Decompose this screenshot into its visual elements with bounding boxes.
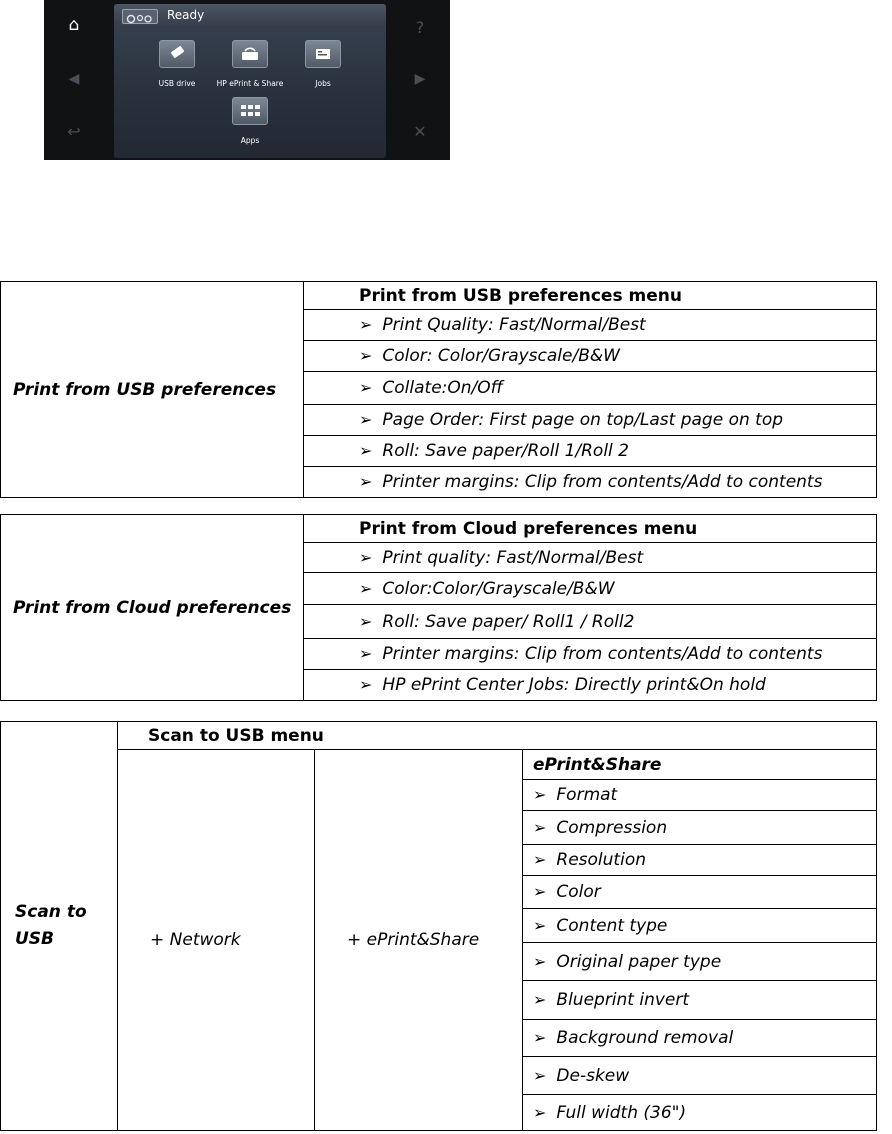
bullet-arrow-icon: ➢ [533,785,547,804]
scan-item: ➢ Content type [523,909,877,943]
return-icon[interactable]: ↩ [67,122,81,141]
cloud-preferences-label: Print from Cloud preferences [1,515,304,701]
usb-pref-item: ➢ Printer margins: Clip from contents/Add to contents [304,467,877,498]
eprint-share-label: HP ePrint & Share [216,79,284,88]
scan-item: ➢ Full width (36") [523,1095,877,1131]
usb-preferences-label: Print from USB preferences [1,282,304,498]
usb-pref-item: ➢ Color: Color/Grayscale/B&W [304,341,877,372]
cloud-pref-item: ➢ Print quality: Fast/Normal/Best [304,543,877,573]
status-text: Ready [167,8,205,22]
scan-item: ➢ Original paper type [523,943,877,981]
home-icon[interactable]: ⌂ [68,15,80,35]
usb-pref-item: ➢ Print Quality: Fast/Normal/Best [304,310,877,341]
bullet-arrow-icon: ➢ [359,644,373,663]
cloud-preferences-table [0,514,877,701]
scan-to-usb-table [0,721,877,1131]
usb-pref-item: ➢ Roll: Save paper/Roll 1/Roll 2 [304,436,877,467]
bullet-arrow-icon: ➢ [533,882,547,901]
eprint-share-option: + ePrint&Share [315,750,523,1131]
scan-item: ➢ Format [523,780,877,811]
cloud-pref-item: ➢ HP ePrint Center Jobs: Directly print&On hold [304,670,877,701]
usb-drive-icon [159,40,195,68]
cloud-pref-item: ➢ Color:Color/Grayscale/B&W [304,573,877,605]
right-button-column [390,0,450,160]
apps-label: Apps [240,136,260,145]
bullet-arrow-icon: ➢ [533,1028,547,1047]
scan-item: ➢ Compression [523,811,877,845]
usb-preferences-table [0,281,877,498]
scan-item: ➢ Color [523,876,877,909]
jobs-tile[interactable] [283,40,363,88]
status-bar [114,4,386,28]
eprint-share-subheader: ePrint&Share [523,750,877,780]
scan-item: ➢ De-skew [523,1057,877,1095]
usb-pref-item: ➢ Page Order: First page on top/Last page on top [304,405,877,436]
usb-drive-label: USB drive [158,79,196,88]
bullet-arrow-icon: ➢ [359,472,373,491]
apps-grid-icon [232,97,268,125]
eprint-share-icon [232,40,268,68]
bullet-arrow-icon: ➢ [533,850,547,869]
forward-arrow-icon[interactable]: ▶ [414,71,426,87]
network-option: + Network [118,750,315,1131]
cloud-preferences-header: Print from Cloud preferences menu [304,515,877,543]
bullet-arrow-icon: ➢ [533,817,547,837]
usb-preferences-header: Print from USB preferences menu [304,282,877,310]
scan-to-usb-label: Scan to USB [1,722,118,1131]
scan-item: ➢ Background removal [523,1020,877,1057]
left-button-column [44,0,104,160]
usb-drive-tile[interactable] [137,40,217,88]
cancel-icon[interactable]: ✕ [413,122,427,141]
bullet-arrow-icon: ➢ [359,675,373,694]
printer-front-panel [44,0,450,160]
jobs-label: Jobs [315,79,331,88]
help-icon[interactable]: ? [415,18,425,37]
bullet-arrow-icon: ➢ [533,951,547,971]
cloud-pref-item: ➢ Printer margins: Clip from contents/Add to contents [304,639,877,670]
usb-pref-item: ➢ Collate:On/Off [304,372,877,405]
bullet-arrow-icon: ➢ [359,378,373,397]
cloud-pref-item: ➢ Roll: Save paper/ Roll1 / Roll2 [304,605,877,639]
bullet-arrow-icon: ➢ [533,1065,547,1085]
jobs-icon [305,40,341,68]
bullet-arrow-icon: ➢ [359,441,373,460]
bullet-arrow-icon: ➢ [533,1102,547,1122]
bullet-arrow-icon: ➢ [359,346,373,365]
bullet-arrow-icon: ➢ [359,611,373,631]
bullet-arrow-icon: ➢ [533,915,547,935]
bullet-arrow-icon: ➢ [533,990,547,1009]
scan-to-usb-header: Scan to USB menu [118,722,877,750]
apps-tile[interactable] [210,97,290,145]
bullet-arrow-icon: ➢ [359,315,373,334]
eprint-share-tile[interactable] [210,40,290,88]
scan-item: ➢ Resolution [523,845,877,876]
bullet-arrow-icon: ➢ [359,578,373,598]
back-arrow-icon[interactable]: ◀ [68,71,80,87]
bullet-arrow-icon: ➢ [359,410,373,429]
printer-status-icon[interactable] [122,9,158,24]
touch-screen [114,4,386,158]
scan-item: ➢ Blueprint invert [523,981,877,1020]
bullet-arrow-icon: ➢ [359,547,373,567]
